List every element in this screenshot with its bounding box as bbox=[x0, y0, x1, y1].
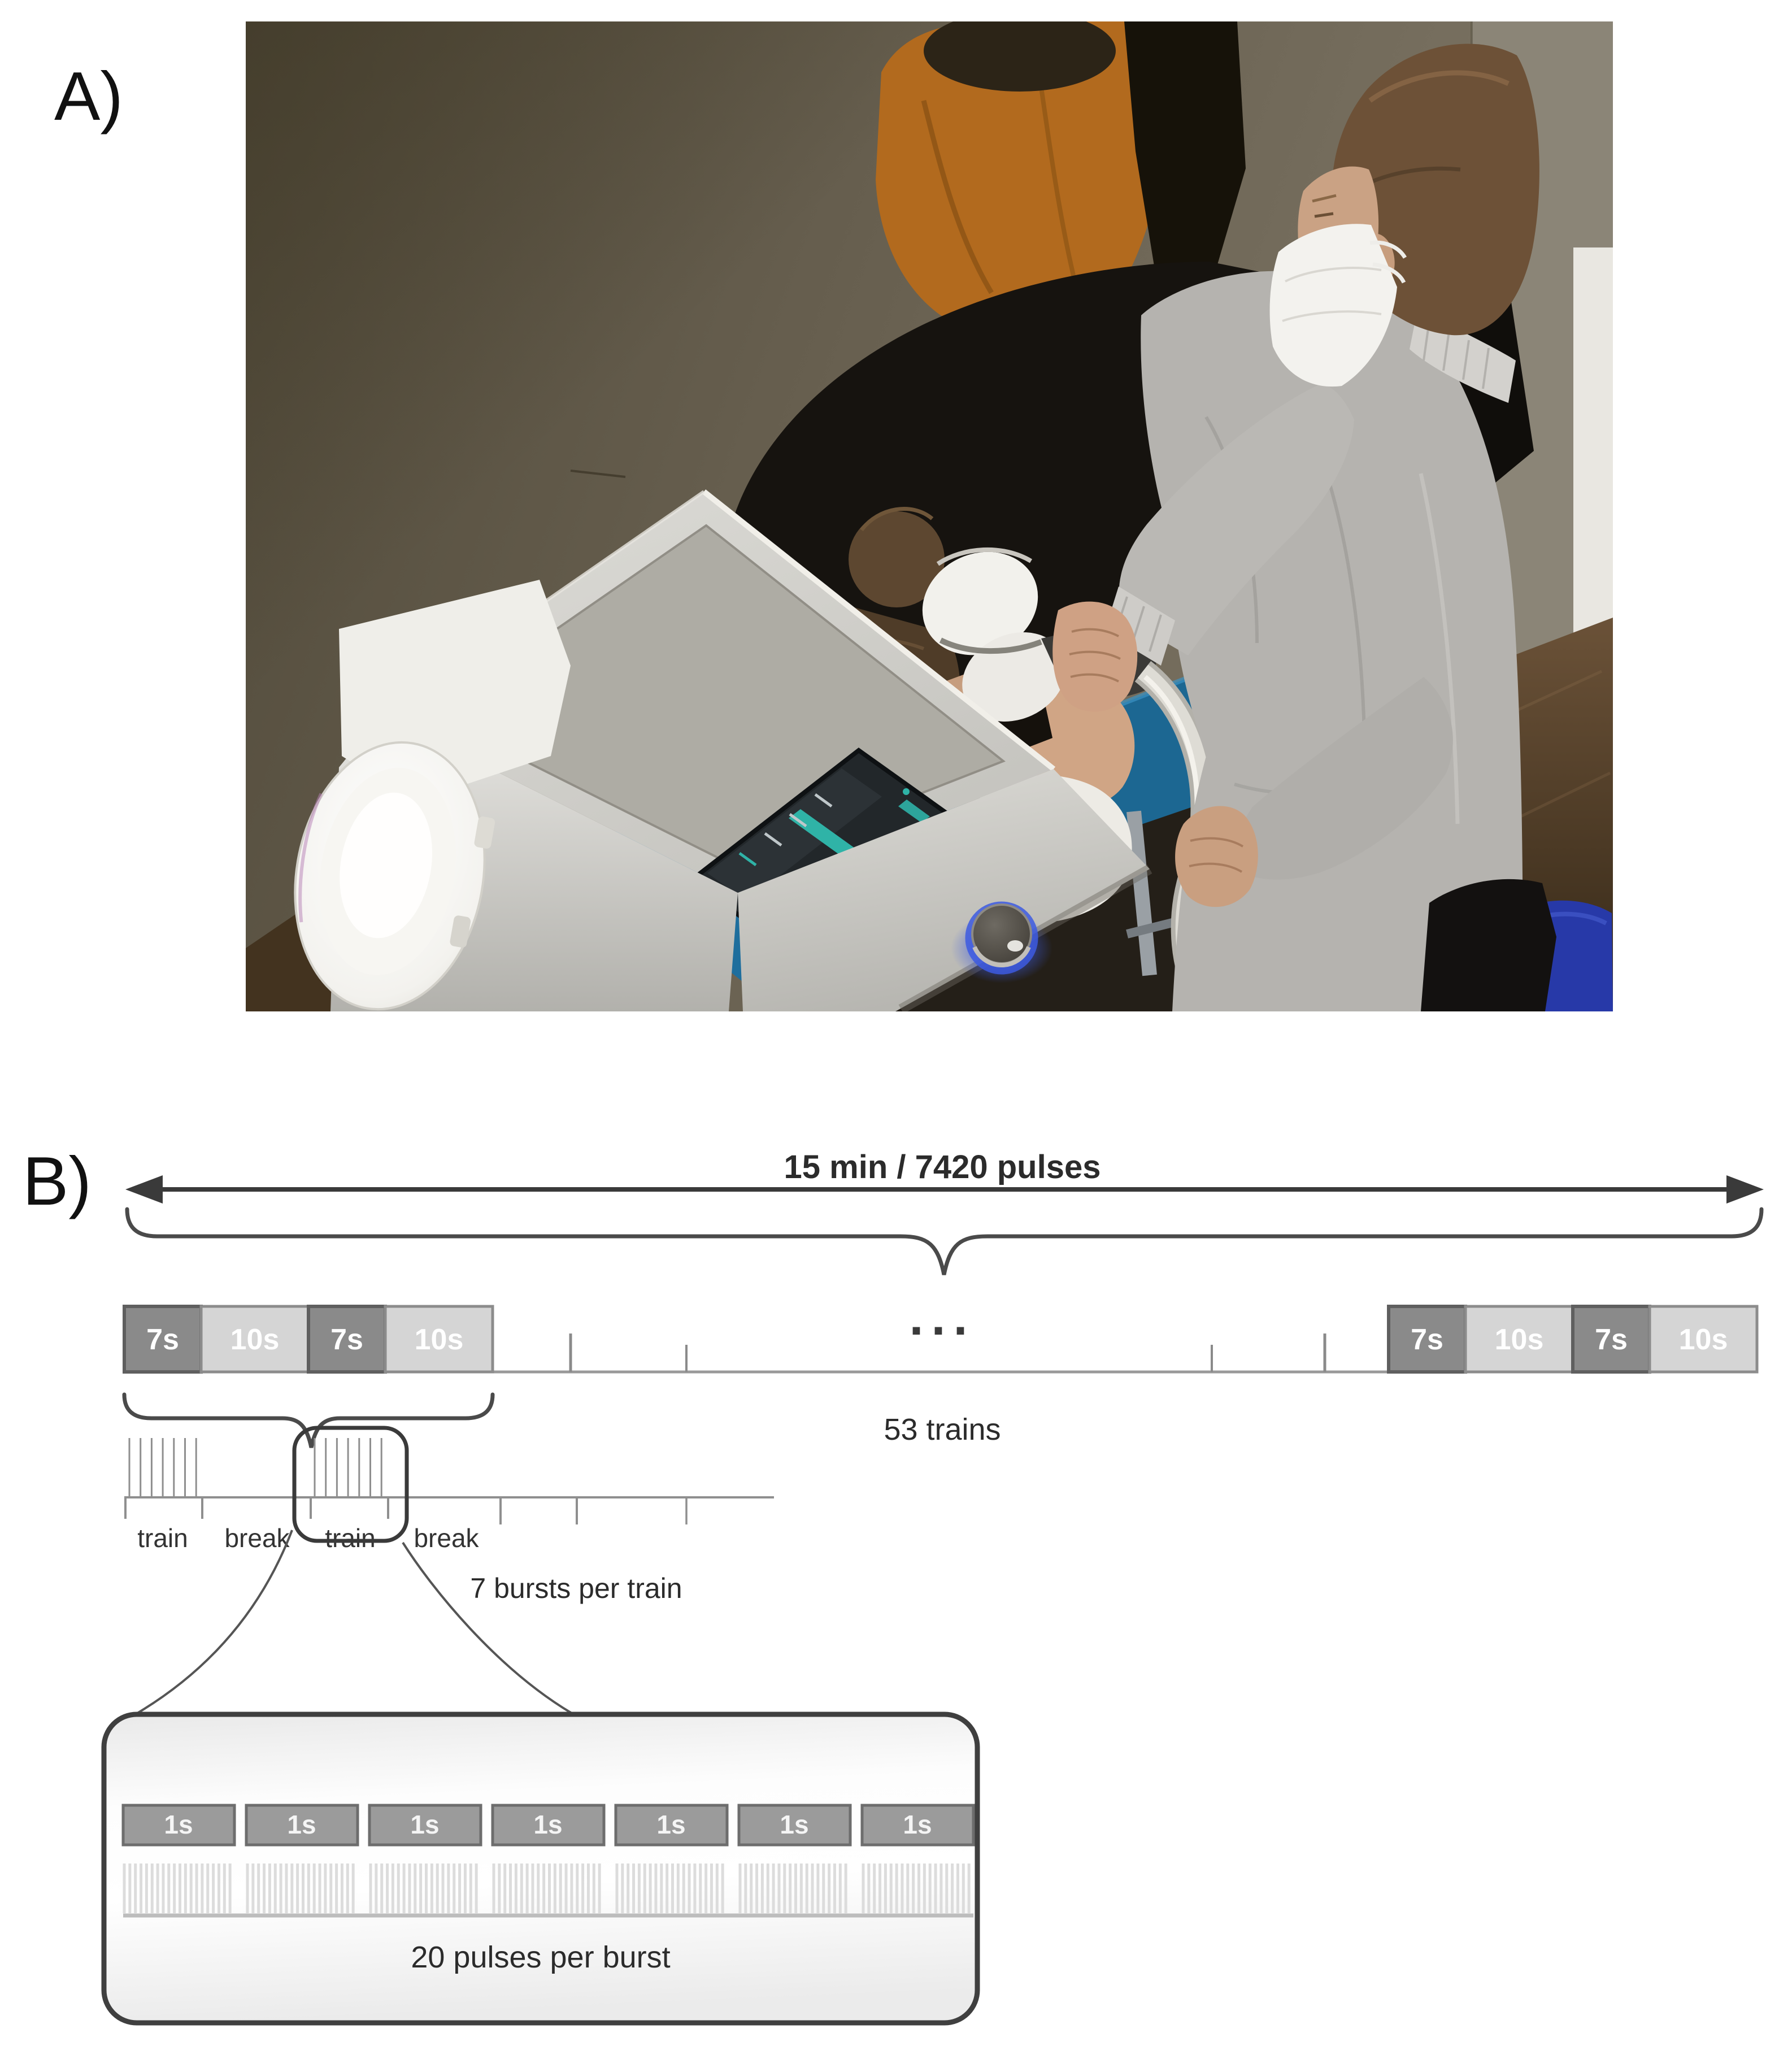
trains-count-label: 53 trains bbox=[884, 1413, 1001, 1447]
therapist-trousers bbox=[1421, 879, 1556, 1011]
break-box-label: 10s bbox=[230, 1323, 280, 1356]
big-brace bbox=[127, 1209, 1761, 1275]
small-brace bbox=[124, 1395, 493, 1448]
therapist-left-hand bbox=[1175, 806, 1258, 907]
left-train-group bbox=[124, 1306, 493, 1372]
knob-highlight bbox=[1007, 940, 1023, 952]
segment-label-break: break bbox=[414, 1523, 479, 1553]
panel-b-label: B) bbox=[23, 1143, 92, 1219]
bursts-per-train-label: 7 bursts per train bbox=[470, 1573, 682, 1604]
train-box-label: 7s bbox=[1411, 1323, 1443, 1356]
one-second-label: 1s bbox=[410, 1810, 440, 1839]
train-box-label: 7s bbox=[1595, 1323, 1628, 1356]
one-second-label: 1s bbox=[780, 1810, 809, 1839]
segment-label-train: train bbox=[137, 1523, 188, 1553]
right-train-group bbox=[1389, 1306, 1757, 1372]
one-second-label: 1s bbox=[903, 1810, 932, 1839]
segment-label-train: train bbox=[325, 1523, 376, 1553]
train-box-label: 7s bbox=[146, 1323, 179, 1356]
train-box-label: 7s bbox=[330, 1323, 363, 1356]
photo-scene bbox=[246, 21, 1613, 1011]
arrow-head-right bbox=[1726, 1175, 1764, 1204]
break-box-label: 10s bbox=[1678, 1323, 1728, 1356]
one-second-label: 1s bbox=[164, 1810, 193, 1839]
segment-label-break: break bbox=[224, 1523, 290, 1553]
break-box-label: 10s bbox=[1494, 1323, 1544, 1356]
protocol-diagram bbox=[0, 1074, 1779, 2072]
funnel-line-right bbox=[403, 1543, 572, 1713]
therapist-right-hand bbox=[1052, 602, 1137, 712]
screen-status-dot bbox=[903, 788, 910, 795]
total-duration-label: 15 min / 7420 pulses bbox=[784, 1149, 1101, 1185]
break-box-label: 10s bbox=[414, 1323, 464, 1356]
panel-a-label: A) bbox=[54, 58, 123, 134]
pulses-per-burst-label: 20 pulses per burst bbox=[411, 1940, 671, 1974]
treatment-photo bbox=[246, 21, 1613, 1011]
one-second-row bbox=[123, 1805, 973, 1845]
timeline-ellipsis: ... bbox=[909, 1289, 976, 1346]
funnel-line-left bbox=[137, 1530, 292, 1713]
burst-group-1 bbox=[129, 1438, 196, 1497]
one-second-label: 1s bbox=[287, 1810, 316, 1839]
door-frame bbox=[1573, 247, 1613, 654]
arrow-head-left bbox=[125, 1175, 163, 1204]
one-second-label: 1s bbox=[533, 1810, 563, 1839]
burst-group-2 bbox=[315, 1438, 381, 1497]
one-second-label: 1s bbox=[656, 1810, 686, 1839]
